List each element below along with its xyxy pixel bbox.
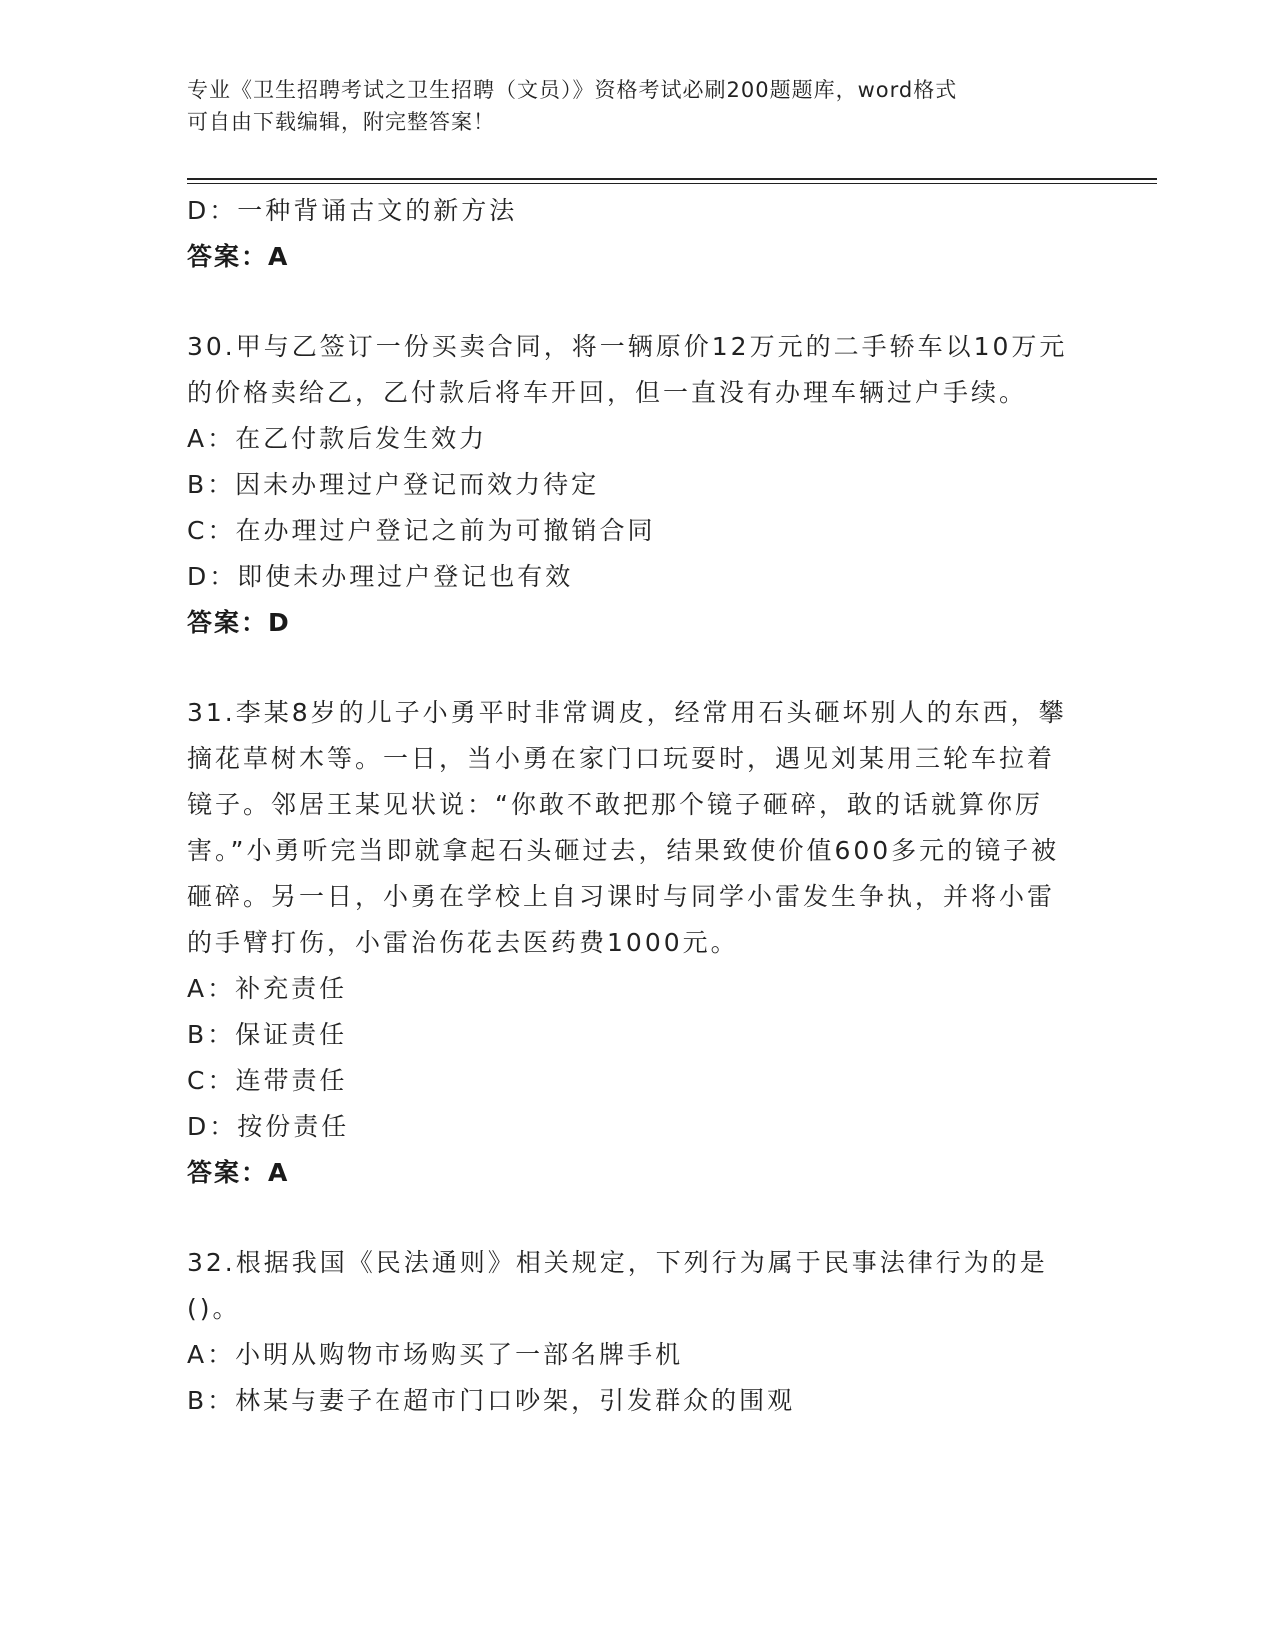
q31-option-c: C：连带责任 (187, 1066, 348, 1095)
question-spacer (187, 1196, 1087, 1240)
header-title-line-2: 可自由下载编辑，附完整答案！ (187, 110, 495, 134)
header-title-line-1: 专业《卫生招聘考试之卫生招聘（文员）》资格考试必刷200题题库，word格式 (187, 78, 958, 102)
header-divider-thin (187, 183, 1157, 184)
q31-option-d: D：按份责任 (187, 1112, 350, 1141)
q29-option-d: D：一种背诵古文的新方法 (187, 196, 518, 225)
q31-stem: 31.李某8岁的儿子小勇平时非常调皮，经常用石头砸坏别人的东西，攀摘花草树木等。一日，当小勇在家门口玩耍时，遇见刘某用三轮车拉着镜子。邻居王某见状说：“你敢不敢把那个镜子砸碎，敢的话就算你厉害。”小勇听完当即就拿起石头砸过去，结果致使价值600多元的镜子被砸碎。另一日，小勇在学校上自习课时与同学小雷发生争执，并将小雷的手臂打伤，小雷治伤花去医药费1000元。 (187, 698, 1067, 957)
q30-option-c: C：在办理过户登记之前为可撤销合同 (187, 516, 656, 545)
q32-option-a: A：小明从购物市场购买了一部名牌手机 (187, 1340, 684, 1369)
q32-stem: 32.根据我国《民法通则》相关规定，下列行为属于民事法律行为的是()。 (187, 1248, 1048, 1323)
question-spacer (187, 646, 1087, 690)
q30-option-d: D：即使未办理过户登记也有效 (187, 562, 574, 591)
q30-stem: 30.甲与乙签订一份买卖合同，将一辆原价12万元的二手轿车以10万元的价格卖给乙，乙付款后将车开回，但一直没有办理车辆过户手续。 (187, 332, 1068, 407)
q31-option-a: A：补充责任 (187, 974, 348, 1003)
q30-option-b: B：因未办理过户登记而效力待定 (187, 470, 600, 499)
q29-answer: 答案：A (187, 242, 290, 271)
q31-answer: 答案：A (187, 1158, 290, 1187)
document-body (187, 188, 1087, 1424)
q31-option-b: B：保证责任 (187, 1020, 348, 1049)
question-spacer (187, 280, 1087, 324)
q32-option-b: B：林某与妻子在超市门口吵架，引发群众的围观 (187, 1386, 796, 1415)
q30-answer: 答案：D (187, 608, 291, 637)
q30-option-a: A：在乙付款后发生效力 (187, 424, 488, 453)
document-header (187, 74, 1087, 138)
header-divider-thick (187, 178, 1157, 180)
